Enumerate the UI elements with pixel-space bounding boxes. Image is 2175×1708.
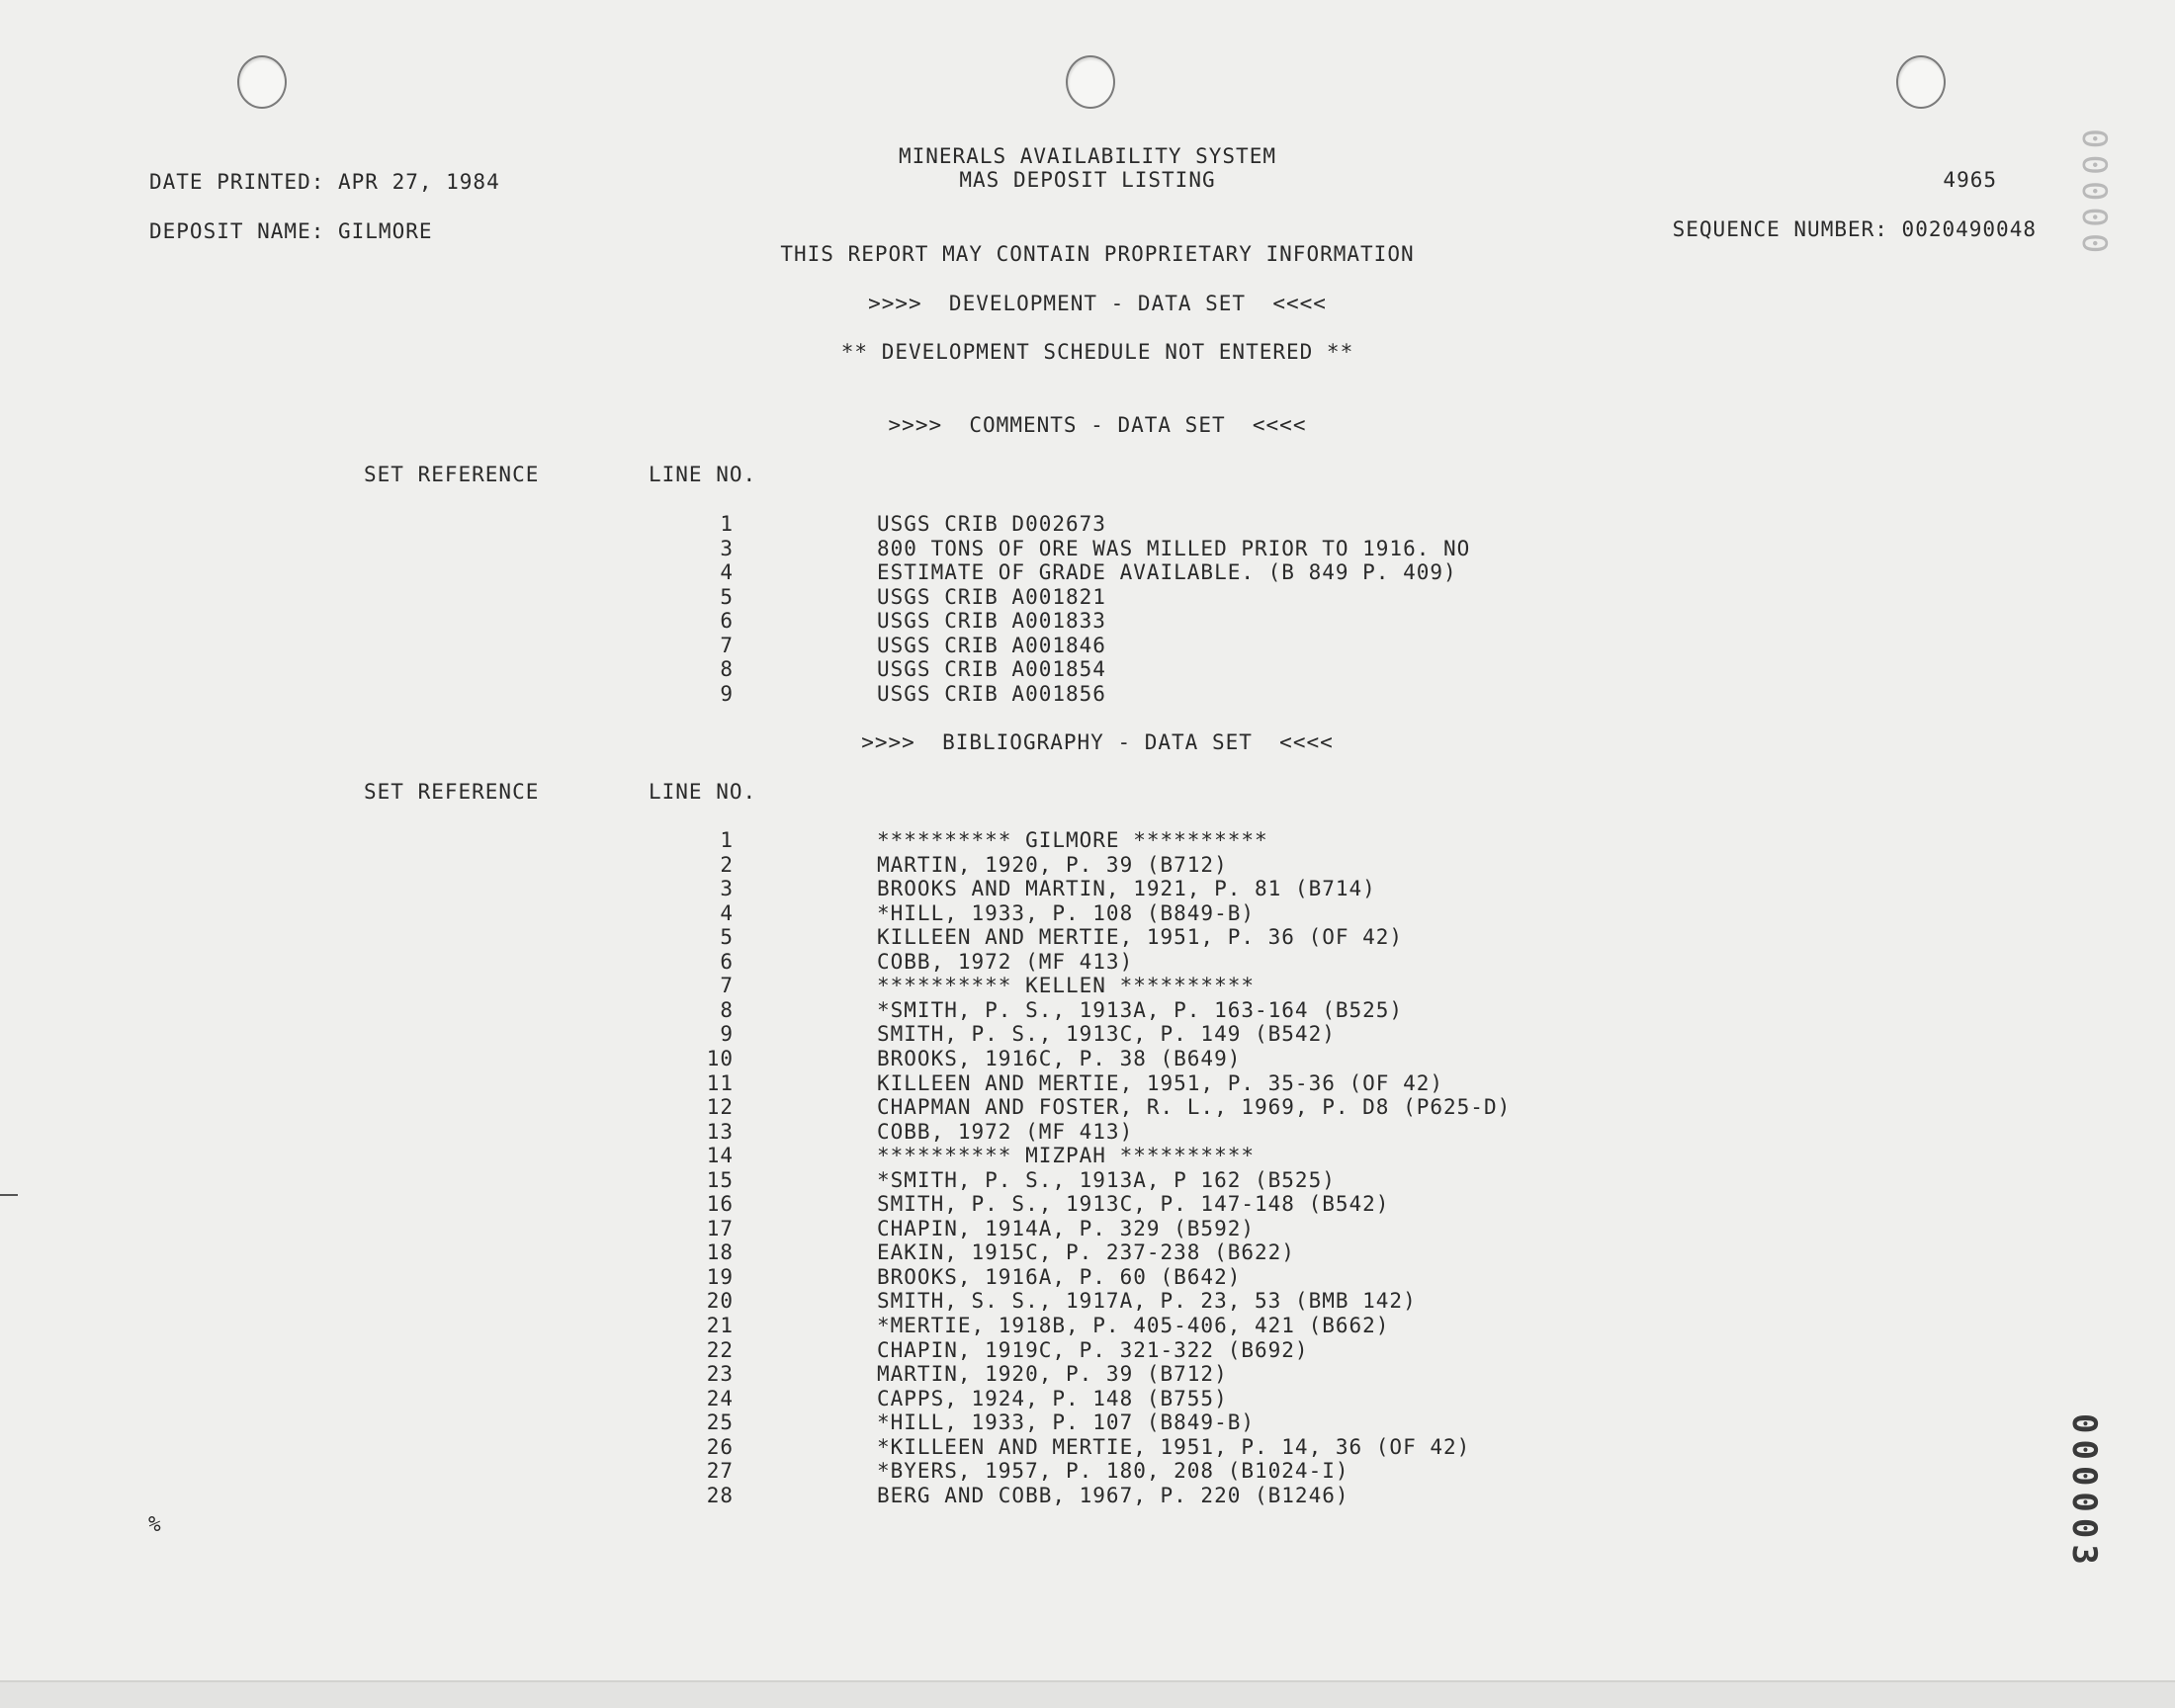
line-text: KILLEEN AND MERTIE, 1951, P. 35-36 (OF 42) xyxy=(877,1070,1444,1095)
bibliography-row xyxy=(0,974,1681,998)
line-text: COBB, 1972 (MF 413) xyxy=(877,949,1134,974)
comments-row xyxy=(0,585,1681,610)
line-text: MARTIN, 1920, P. 39 (B712) xyxy=(877,852,1228,877)
bibliography-row xyxy=(0,877,1681,901)
line-number: 13 xyxy=(706,1119,734,1144)
line-number: 28 xyxy=(706,1483,734,1507)
binder-hole-center xyxy=(1066,55,1115,109)
bibliography-row xyxy=(0,1387,1681,1411)
bibliography-row xyxy=(0,1362,1681,1387)
bibliography-row xyxy=(0,950,1681,975)
line-number: 18 xyxy=(706,1240,734,1265)
bibliography-row xyxy=(0,1168,1681,1193)
line-text: USGS CRIB A001821 xyxy=(877,584,1106,609)
bibliography-row xyxy=(0,1459,1681,1484)
bibliography-col-set-reference: SET REFERENCE xyxy=(364,780,540,804)
page-number: 4965 xyxy=(1943,168,1997,192)
line-text: BROOKS, 1916C, P. 38 (B649) xyxy=(877,1046,1242,1070)
bibliography-row xyxy=(0,1410,1681,1435)
line-number: 14 xyxy=(706,1144,734,1168)
line-text: ESTIMATE OF GRADE AVAILABLE. (B 849 P. 409) xyxy=(877,560,1457,585)
line-text: USGS CRIB A001856 xyxy=(877,681,1106,706)
line-number: 7 xyxy=(720,633,734,657)
bibliography-row xyxy=(0,1314,1681,1338)
line-number: 9 xyxy=(720,681,734,706)
binder-hole-left xyxy=(237,55,287,109)
bibliography-heading: >>>> BIBLIOGRAPHY - DATA SET <<<< xyxy=(861,730,1334,754)
comments-heading: >>>> COMMENTS - DATA SET <<<< xyxy=(888,413,1307,437)
line-text: BROOKS, 1916A, P. 60 (B642) xyxy=(877,1264,1242,1289)
bibliography-row xyxy=(0,1120,1681,1145)
line-number: 21 xyxy=(706,1314,734,1337)
comments-row xyxy=(0,682,1681,707)
bibliography-row xyxy=(0,1047,1681,1071)
line-number: 26 xyxy=(706,1434,734,1459)
line-number: 15 xyxy=(706,1167,734,1192)
line-text: *HILL, 1933, P. 108 (B849-B) xyxy=(877,900,1256,925)
line-text: USGS CRIB A001846 xyxy=(877,633,1106,657)
line-text: *SMITH, P. S., 1913A, P 162 (B525) xyxy=(877,1167,1336,1192)
line-number: 9 xyxy=(720,1022,734,1047)
date-printed: DATE PRINTED: APR 27, 1984 xyxy=(149,170,500,194)
line-number: 24 xyxy=(706,1386,734,1410)
bibliography-row xyxy=(0,1192,1681,1217)
bibliography-row xyxy=(0,1484,1681,1508)
line-text: COBB, 1972 (MF 413) xyxy=(877,1119,1134,1144)
page-stamp-faint: 00000 xyxy=(2074,128,2114,260)
margin-tick xyxy=(0,1194,18,1196)
line-number: 2 xyxy=(720,852,734,877)
line-number: 8 xyxy=(720,997,734,1022)
bibliography-row xyxy=(0,901,1681,926)
bibliography-row xyxy=(0,1265,1681,1290)
comments-row xyxy=(0,609,1681,634)
line-text: EAKIN, 1915C, P. 237-238 (B622) xyxy=(877,1240,1295,1265)
line-text: USGS CRIB A001854 xyxy=(877,657,1106,682)
line-number: 4 xyxy=(720,900,734,925)
line-number: 3 xyxy=(720,536,734,560)
line-number: 16 xyxy=(706,1192,734,1217)
bibliography-row xyxy=(0,1022,1681,1047)
comments-row xyxy=(0,657,1681,682)
line-text: SMITH, P. S., 1913C, P. 149 (B542) xyxy=(877,1022,1336,1047)
bibliography-row xyxy=(0,1289,1681,1314)
line-number: 19 xyxy=(706,1264,734,1289)
line-number: 27 xyxy=(706,1459,734,1484)
line-text: SMITH, S. S., 1917A, P. 23, 53 (BMB 142) xyxy=(877,1289,1417,1314)
line-number: 17 xyxy=(706,1216,734,1240)
line-text: USGS CRIB D002673 xyxy=(877,512,1106,536)
line-number: 12 xyxy=(706,1095,734,1120)
line-number: 20 xyxy=(706,1289,734,1314)
line-text: ********** KELLEN ********** xyxy=(877,974,1256,998)
line-number: 7 xyxy=(720,974,734,998)
bibliography-row xyxy=(0,1435,1681,1460)
deposit-name: DEPOSIT NAME: GILMORE xyxy=(149,219,433,243)
line-text: ********** MIZPAH ********** xyxy=(877,1144,1256,1168)
line-text: *BYERS, 1957, P. 180, 208 (B1024-I) xyxy=(877,1459,1349,1484)
bibliography-row xyxy=(0,925,1681,950)
bibliography-row xyxy=(0,1095,1681,1120)
line-number: 1 xyxy=(720,512,734,536)
line-number: 11 xyxy=(706,1070,734,1095)
line-text: CAPPS, 1924, P. 148 (B755) xyxy=(877,1386,1228,1410)
comments-row xyxy=(0,634,1681,658)
line-text: MARTIN, 1920, P. 39 (B712) xyxy=(877,1362,1228,1387)
listing-title: MAS DEPOSIT LISTING xyxy=(959,168,1216,192)
line-text: 800 TONS OF ORE WAS MILLED PRIOR TO 1916. NO xyxy=(877,536,1471,560)
line-text: *MERTIE, 1918B, P. 405-406, 421 (B662) xyxy=(877,1314,1390,1337)
line-text: USGS CRIB A001833 xyxy=(877,609,1106,634)
comments-row xyxy=(0,512,1681,537)
line-number: 10 xyxy=(706,1046,734,1070)
line-text: BROOKS AND MARTIN, 1921, P. 81 (B714) xyxy=(877,877,1376,901)
bibliography-row xyxy=(0,1217,1681,1241)
line-number: 6 xyxy=(720,609,734,634)
line-number: 5 xyxy=(720,584,734,609)
line-text: SMITH, P. S., 1913C, P. 147-148 (B542) xyxy=(877,1192,1390,1217)
sequence-number: SEQUENCE NUMBER: 0020490048 xyxy=(1672,217,2037,241)
comments-col-set-reference: SET REFERENCE xyxy=(364,463,540,486)
bibliography-row xyxy=(0,828,1681,853)
bibliography-row xyxy=(0,853,1681,878)
line-number: 22 xyxy=(706,1337,734,1362)
footer-mark: % xyxy=(148,1512,162,1536)
proprietary-notice: THIS REPORT MAY CONTAIN PROPRIETARY INFORMATION xyxy=(780,242,1415,266)
comments-row xyxy=(0,560,1681,585)
line-number: 6 xyxy=(720,949,734,974)
line-text: *HILL, 1933, P. 107 (B849-B) xyxy=(877,1410,1256,1435)
system-title: MINERALS AVAILABILITY SYSTEM xyxy=(898,144,1276,168)
line-text: BERG AND COBB, 1967, P. 220 (B1246) xyxy=(877,1483,1349,1507)
line-number: 4 xyxy=(720,560,734,585)
line-number: 25 xyxy=(706,1410,734,1435)
line-number: 8 xyxy=(720,657,734,682)
line-text: *KILLEEN AND MERTIE, 1951, P. 14, 36 (OF 42) xyxy=(877,1434,1471,1459)
comments-col-line-no: LINE NO. xyxy=(649,463,757,486)
line-number: 3 xyxy=(720,877,734,901)
page-stamp: 000003 xyxy=(2064,1413,2104,1571)
binder-hole-right xyxy=(1896,55,1946,109)
development-notice: ** DEVELOPMENT SCHEDULE NOT ENTERED ** xyxy=(840,340,1354,364)
development-heading: >>>> DEVELOPMENT - DATA SET <<<< xyxy=(868,292,1327,315)
line-text: CHAPMAN AND FOSTER, R. L., 1969, P. D8 (P625-D) xyxy=(877,1095,1512,1120)
line-text: CHAPIN, 1914A, P. 329 (B592) xyxy=(877,1216,1256,1240)
line-number: 23 xyxy=(706,1362,734,1387)
bibliography-row xyxy=(0,998,1681,1023)
bibliography-row xyxy=(0,1144,1681,1168)
bibliography-col-line-no: LINE NO. xyxy=(649,780,757,804)
line-text: *SMITH, P. S., 1913A, P. 163-164 (B525) xyxy=(877,997,1404,1022)
comments-row xyxy=(0,537,1681,561)
line-number: 5 xyxy=(720,925,734,950)
bibliography-row xyxy=(0,1071,1681,1096)
line-number: 1 xyxy=(720,828,734,852)
bibliography-row xyxy=(0,1240,1681,1265)
bibliography-row xyxy=(0,1338,1681,1363)
line-text: CHAPIN, 1919C, P. 321-322 (B692) xyxy=(877,1337,1309,1362)
line-text: ********** GILMORE ********** xyxy=(877,828,1268,852)
line-text: KILLEEN AND MERTIE, 1951, P. 36 (OF 42) xyxy=(877,925,1404,950)
